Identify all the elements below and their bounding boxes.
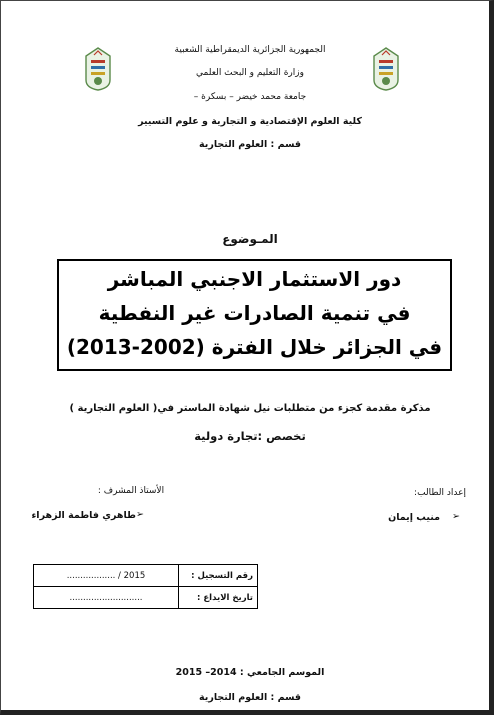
header-republic: الجمهورية الجزائرية الديمقراطية الشعبية	[174, 45, 326, 55]
student-arrow-icon: ➢	[452, 511, 460, 522]
footer-department: قسم : العلوم التجارية	[199, 692, 301, 703]
registration-number-value: 2015 / ..................	[34, 565, 179, 587]
university-logo-left-icon	[82, 46, 114, 92]
specialty-text: تخصص :تجارة دولية	[194, 429, 306, 443]
header-department: قسم : العلوم التجارية	[199, 139, 301, 150]
table-row	[34, 565, 258, 587]
registration-number-label: رقم التسجيل :	[179, 565, 258, 587]
title-line-3: في الجزائر خلال الفترة (2002-2013)	[66, 335, 443, 359]
registration-table	[33, 564, 258, 609]
academic-year: الموسم الجامعي : 2014– 2015	[175, 667, 325, 678]
title-line-1: دور الاستثمار الاجنبي المباشر	[107, 267, 402, 291]
title-line-2: في تنمية الصادرات غير النفطية	[98, 301, 411, 325]
subject-label: المـوضوع	[222, 232, 278, 246]
header-faculty: كلية العلوم الإقتصادية و التجارية و علوم التسيير	[138, 116, 362, 127]
table-row	[34, 587, 258, 609]
university-logo-right-icon	[370, 46, 402, 92]
student-label: إعداد الطالب:	[414, 488, 466, 498]
deposit-date-label: تاريخ الايداع :	[179, 587, 258, 609]
header-ministry: وزارة التعليم و البحث العلمي	[196, 68, 304, 78]
supervisor-label: الأستاذ المشرف :	[97, 486, 165, 496]
title-box	[57, 259, 452, 371]
deposit-date-value: ...........................	[34, 587, 179, 609]
header-university: جامعة محمد خيضر – بسكرة –	[193, 92, 307, 102]
supervisor-arrow-icon: ➢	[136, 509, 144, 520]
student-name: منيب إيمان	[388, 512, 440, 523]
supervisor-name: طاهري فاطمة الزهراء	[31, 510, 136, 521]
memo-text: مذكرة مقدمة كجزء من متطلبات نيل شهادة الماستر في( العلوم التجارية )	[69, 403, 431, 414]
